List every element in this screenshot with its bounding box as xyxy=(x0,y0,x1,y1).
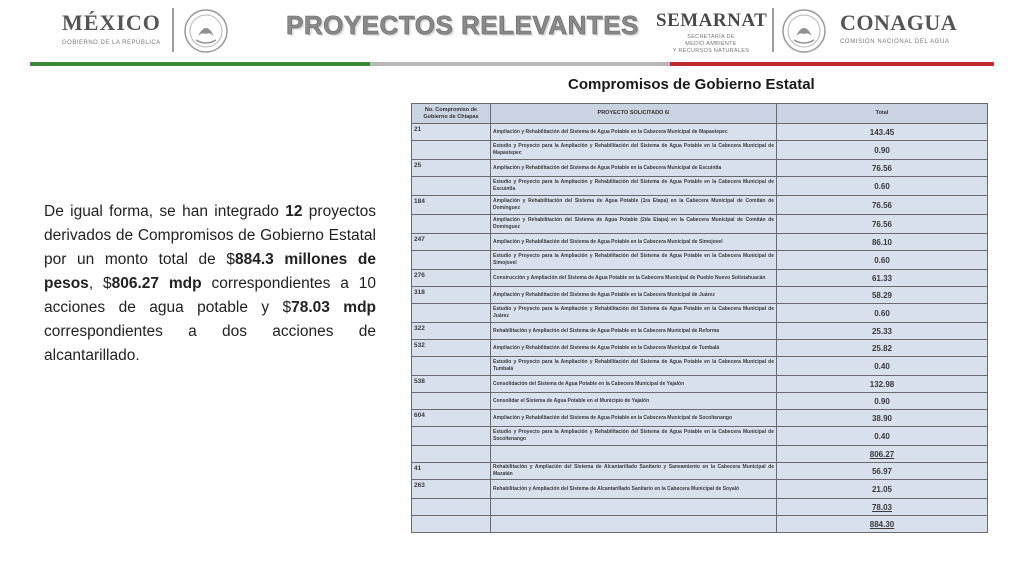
commitment-number: 276 xyxy=(412,270,491,287)
coat-of-arms-icon xyxy=(182,8,230,54)
commitment-number: 247 xyxy=(412,234,491,251)
commitment-number xyxy=(412,427,491,446)
project-name xyxy=(491,446,777,463)
project-name xyxy=(491,499,777,516)
project-name: Consolidar el Sistema de Agua Potable en el Municipio de Yajalón xyxy=(491,393,777,410)
logo-divider xyxy=(772,8,774,52)
table-row xyxy=(412,393,988,410)
subtotal-value: 806.27 xyxy=(777,446,988,463)
project-total: 0.90 xyxy=(777,393,988,410)
project-total: 76.56 xyxy=(777,160,988,177)
table-row xyxy=(412,215,988,234)
semarnat-logo xyxy=(656,10,766,55)
summary-paragraph xyxy=(44,200,376,368)
commitment-number: 25 xyxy=(412,160,491,177)
project-name: Estudio y Proyecto para la Ampliación y Rehabilitación del Sistema de Agua Potable en la Cabecera Municipal de Socoltenango xyxy=(491,427,777,446)
project-total: 0.60 xyxy=(777,251,988,270)
project-name: Estudio y Proyecto para la Ampliación y Rehabilitación del Sistema de Agua Potable en la Cabecera Municipal de Simojovel xyxy=(491,251,777,270)
project-name: Estudio y Proyecto para la Ampliación y Rehabilitación del Sistema de Agua Potable en la Cabecera Municipal de Tumbalá xyxy=(491,357,777,376)
project-total: 0.40 xyxy=(777,357,988,376)
summary-text: correspondientes a 10 acciones de agua potable y $ xyxy=(44,275,377,316)
projects-table xyxy=(411,103,988,533)
table-row xyxy=(412,141,988,160)
summary-highlight: 78.03 mdp xyxy=(291,299,377,316)
mexico-logo xyxy=(62,10,162,46)
table-row xyxy=(412,480,988,499)
table-row xyxy=(412,251,988,270)
project-total: 0.60 xyxy=(777,304,988,323)
project-total: 38.90 xyxy=(777,410,988,427)
table-row xyxy=(412,234,988,251)
subtotal-row xyxy=(412,516,988,533)
commitment-number: 538 xyxy=(412,376,491,393)
semarnat-logo-line1: SECRETARÍA DE xyxy=(687,34,735,40)
subtotal-row xyxy=(412,446,988,463)
semarnat-logo-title: SEMARNAT xyxy=(656,10,768,31)
section-title: Compromisos de Gobierno Estatal xyxy=(568,76,815,93)
project-total: 61.33 xyxy=(777,270,988,287)
mexico-logo-title: MÉXICO xyxy=(62,10,161,35)
project-name: Ampliación y Rehabilitación del Sistema de Agua Potable en la Cabecera Municipal de Mapastepec xyxy=(491,124,777,141)
table-row xyxy=(412,357,988,376)
table-row xyxy=(412,196,988,215)
project-name: Estudio y Proyecto para la Ampliación y Rehabilitación del Sistema de Agua Potable en la Cabecera Municipal de Juárez xyxy=(491,304,777,323)
project-total: 21.05 xyxy=(777,480,988,499)
commitment-number: 41 xyxy=(412,463,491,480)
commitment-number: 21 xyxy=(412,124,491,141)
project-name: Ampliación y Rehabilitación del Sistema de Agua Potable en la Cabecera Municipal de Juárez xyxy=(491,287,777,304)
green-stripe xyxy=(30,62,370,66)
conagua-logo-title: CONAGUA xyxy=(840,10,958,35)
summary-text: correspondientes a dos acciones de alcantarillado. xyxy=(44,323,376,364)
red-stripe xyxy=(670,62,994,66)
column-header-project: PROYECTO SOLICITADO 6/ xyxy=(491,104,777,124)
commitment-number xyxy=(412,215,491,234)
subtotal-value: 884.30 xyxy=(777,516,988,533)
table-row xyxy=(412,304,988,323)
conagua-logo-subtitle: COMISIÓN NACIONAL DEL AGUA xyxy=(840,39,950,45)
project-total: 25.82 xyxy=(777,340,988,357)
project-name: Construcción y Ampliación del Sistema de Agua Potable en la Cabecera Municipal de Pueblo Nuevo Solistahuacán xyxy=(491,270,777,287)
project-total: 76.56 xyxy=(777,196,988,215)
commitment-number xyxy=(412,393,491,410)
table-row xyxy=(412,177,988,196)
project-total: 76.56 xyxy=(777,215,988,234)
project-name: Estudio y Proyecto para la Ampliación y Rehabilitación del Sistema de Agua Potable en la Cabecera Municipal de Escuintla xyxy=(491,177,777,196)
project-name: Rehabilitación y Ampliación del Sistema de Alcantarillado Sanitario y Saneamiento en la Cabecera Municipal de Mazatán xyxy=(491,463,777,480)
subtotal-value: 78.03 xyxy=(777,499,988,516)
slide-header xyxy=(0,0,1024,62)
project-name: Ampliación y Rehabilitación del Sistema de Agua Potable en la Cabecera Municipal de Escuintla xyxy=(491,160,777,177)
commitment-number: 532 xyxy=(412,340,491,357)
commitment-number xyxy=(412,141,491,160)
project-name: Estudio y Proyecto para la Ampliación y Rehabilitación del Sistema de Agua Potable en la Cabecera Municipal de Mapastepec xyxy=(491,141,777,160)
slide-title: PROYECTOS RELEVANTES xyxy=(286,10,639,40)
project-name xyxy=(491,516,777,533)
project-name: Ampliación y Rehabilitación del Sistema de Agua Potable en la Cabecera Municipal de Socoltenango xyxy=(491,410,777,427)
mexico-logo-subtitle: GOBIERNO DE LA REPÚBLICA xyxy=(62,40,161,46)
commitment-number xyxy=(412,304,491,323)
summary-highlight: 806.27 mdp xyxy=(111,275,202,292)
table-row xyxy=(412,463,988,480)
table-row xyxy=(412,270,988,287)
table-row xyxy=(412,410,988,427)
project-name: Ampliación y Rehabilitación del Sistema de Agua Potable (1ra Etapa) en la Cabecera Municipal de Comitán de Domínguez xyxy=(491,196,777,215)
semarnat-logo-line2: MEDIO AMBIENTE xyxy=(685,41,737,47)
commitment-number xyxy=(412,177,491,196)
project-name: Ampliación y Rehabilitación del Sistema de Agua Potable en la Cabecera Municipal de Simojovel xyxy=(491,234,777,251)
project-total: 143.45 xyxy=(777,124,988,141)
coat-of-arms-icon xyxy=(780,8,828,54)
project-total: 0.90 xyxy=(777,141,988,160)
column-header-total: Total xyxy=(777,104,988,124)
subtotal-row xyxy=(412,499,988,516)
project-total: 25.33 xyxy=(777,323,988,340)
summary-highlight: 884.3 millones de pesos xyxy=(44,251,376,292)
table-row xyxy=(412,427,988,446)
table-row xyxy=(412,124,988,141)
column-header-commitment: No. Compromiso de Gobierno de Chiapas xyxy=(412,104,491,124)
project-name: Ampliación y Rehabilitación del Sistema de Agua Potable (2da Etapa) en la Cabecera Municipal de Comitán de Domínguez xyxy=(491,215,777,234)
table-row xyxy=(412,340,988,357)
summary-text: proyectos derivados de Compromisos de Gobierno Estatal por un monto total de $ xyxy=(44,203,376,268)
commitment-number: 184 xyxy=(412,196,491,215)
project-name: Rehabilitación y Ampliación del Sistema de Alcantarillado Sanitario en la Cabecera Municipal de Soyaló xyxy=(491,480,777,499)
project-name: Rehabilitación y Ampliación del Sistema de Agua Potable en la Cabecera Municipal de Reforma xyxy=(491,323,777,340)
commitment-number: 318 xyxy=(412,287,491,304)
commitment-number xyxy=(412,516,491,533)
table-body xyxy=(412,124,988,533)
commitment-number: 604 xyxy=(412,410,491,427)
commitment-number xyxy=(412,251,491,270)
project-total: 58.29 xyxy=(777,287,988,304)
project-total: 56.97 xyxy=(777,463,988,480)
logo-divider xyxy=(172,8,174,52)
project-total: 0.60 xyxy=(777,177,988,196)
commitment-number xyxy=(412,357,491,376)
semarnat-logo-line3: Y RECURSOS NATURALES xyxy=(672,48,750,54)
commitment-number xyxy=(412,499,491,516)
table-header-row xyxy=(412,104,988,124)
conagua-logo xyxy=(840,10,970,45)
summary-text: , $ xyxy=(88,275,112,292)
table-row xyxy=(412,287,988,304)
table-row xyxy=(412,323,988,340)
project-total: 86.10 xyxy=(777,234,988,251)
commitment-number: 263 xyxy=(412,480,491,499)
commitment-number xyxy=(412,446,491,463)
commitment-number: 322 xyxy=(412,323,491,340)
gray-stripe xyxy=(370,62,670,66)
project-total: 132.98 xyxy=(777,376,988,393)
summary-highlight: 12 xyxy=(285,203,303,220)
project-name: Ampliación y Rehabilitación del Sistema de Agua Potable en la Cabecera Municipal de Tumbalá xyxy=(491,340,777,357)
summary-text: De igual forma, se han integrado xyxy=(44,203,286,220)
project-name: Consolidación del Sistema de Agua Potable en la Cabecera Municipal de Yajalón xyxy=(491,376,777,393)
table-row xyxy=(412,376,988,393)
table-row xyxy=(412,160,988,177)
project-total: 0.40 xyxy=(777,427,988,446)
